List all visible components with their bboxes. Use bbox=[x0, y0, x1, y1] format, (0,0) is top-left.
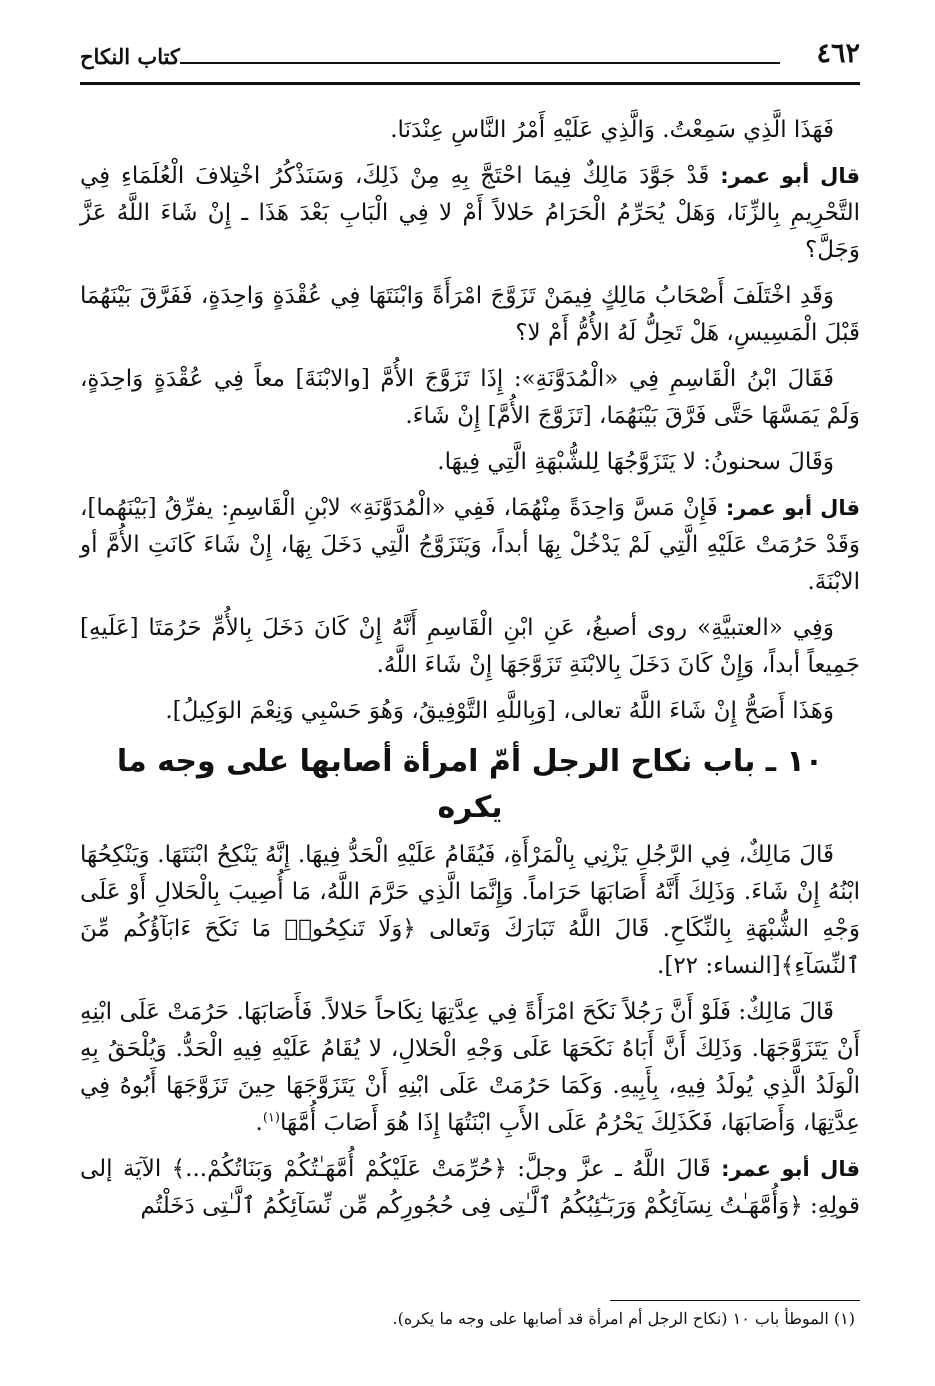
paragraph-text: فَإِنْ مَسَّ وَاحِدَةً مِنْهُمَا، فَفِي «الْمُدَوَّنَةِ» لابْنِ الْقَاسِمِ: يفرِّقُ [بَيْنَهُما]، وَقَدْ حَرُمَتْ عَلَيْهِ الَّتِي لَمْ يَدْخُلْ بِهَا أبداً، وَيَتَزَوَّجُ الَّتِي دَخَلَ بِهَا، إِنْ شَاءَ كَانَتِ الأُمَّ أو الابْنَةَ. bbox=[80, 495, 860, 595]
paragraph-text: قَدْ جَوَّدَ مَالِكٌ فِيمَا احْتَجَّ بِهِ مِنْ ذَلِكَ، وَسَنَذْكُرُ اخْتِلافَ الْعُلَمَاءِ فِي التَّحْرِيمِ بِالزِّنَا، وَهَلْ يُحَرِّمُ الْحَرَامُ حَلالاً أَمْ لا فِي الْبَابِ بَعْدَ هَذَا ـ إِنْ شَاءَ اللَّهُ عَزَّ وَجَلَّ؟ bbox=[80, 163, 860, 263]
footnote-ref: (١) bbox=[262, 1110, 280, 1126]
paragraph bbox=[80, 610, 860, 684]
running-title: كتاب النكاح bbox=[80, 44, 180, 69]
header-separator bbox=[80, 82, 860, 85]
paragraph-text: وَهَذَا أَصَحُّ إِنْ شَاءَ اللَّهُ تعالى، [وَبِاللَّهِ التَّوْفِيقُ، وَهُوَ حَسْبِي وَنِعْمَ الوَكِيلُ]. bbox=[165, 698, 834, 724]
paragraph bbox=[80, 837, 860, 985]
paragraph-text: وَفِي «العتبيَّةِ» روى أصبغُ، عَنِ ابْنِ الْقَاسِمِ أَنَّهُ إِنْ كَانَ دَخَلَ بِالأُمِّ حَرُمَتَا [عَلَيهِ] جَمِيعاً أبداً، وَإِنْ كَانَ دَخَلَ بِالابْنَةِ تَزَوَّجَهَا إِنْ شَاءَ اللَّهُ. bbox=[80, 615, 860, 678]
paragraph-text: فَهَذَا الَّذِي سَمِعْتُ. وَالَّذِي عَلَيْهِ أَمْرُ النَّاسِ عِنْدَنَا. bbox=[390, 117, 834, 143]
header-rule bbox=[180, 62, 780, 64]
paragraph-text: قَالَ مَالِكٌ: فَلَوْ أَنَّ رَجُلاً نَكَحَ امْرَأَةً فِي عِدَّتِهَا نِكَاحاً حَلالاً. فَأَصَابَهَا. حَرُمَتْ عَلَى ابْنِهِ أَنْ يَتَزَوَّجَهَا. وَذَلِكَ أَنَّ أَبَاهُ نَكَحَهَا عَلَى وَجْهِ الْحَلالِ، لا يُقَامُ عَلَيْهِ فِيهِ الْحَدُّ. وَيُلْحَقُ بِهِ الْوَلَدُ الَّذِي يُولَدُ فِيهِ، بِأَبِيهِ. وَكَمَا حَرُمَتْ عَلَى ابْنِهِ أَنْ يَتَزَوَّجَهَا حِينَ تَزَوَّجَهَا أَبُوهُ فِي عِدَّتِهَا، وَأَصَابَهَا، فَكَذَلِكَ يَحْرُمُ عَلَى الأَبِ ابْنَتُهَا إِذَا هُوَ أَصَابَ أُمَّهَا bbox=[80, 999, 860, 1136]
footnote: (١) الموطأ باب ١٠ (نكاح الرجل أم امرأة قد أصابها على وجه ما يكره). bbox=[392, 1309, 855, 1328]
paragraph bbox=[80, 278, 860, 352]
paragraph-text: فَقَالَ ابْنُ الْقَاسِمِ فِي «الْمُدَوَّنَةِ»: إِذَا تَزَوَّجَ الأُمَّ [والابْنَةَ] معاً فِي عُقْدَةٍ وَاحِدَةٍ، وَلَمْ يَمَسَّهَا حَتَّى فَرَّقَ بَيْنَهُمَا، [تَزَوَّجَ الأُمَّ] إِنْ شَاءَ. bbox=[80, 366, 860, 429]
paragraph bbox=[80, 158, 860, 269]
paragraph bbox=[80, 361, 860, 435]
paragraph bbox=[80, 444, 860, 481]
page-header bbox=[80, 38, 860, 86]
main-text bbox=[80, 112, 860, 1234]
footnote-separator bbox=[610, 1300, 860, 1301]
paragraph bbox=[80, 693, 860, 730]
paragraph-text: قَالَ اللَّهُ ـ عزَّ وجلَّ: ﴿حُرِّمَتْ عَلَيْكُمْ أُمَّهَـٰتُكُمْ وَبَنَاتُكُمْ...﴾ الآيَة إلى قولِهِ: ﴿وَأُمَّهَـٰتُ نِسَآئِكُمْ وَرَبَـٰٓئِبُكُمُ ٱلَّـٰتِى فِى حُجُورِكُم مِّن نِّسَآئِكُمُ ٱلَّـٰتِى دَخَلْتُم bbox=[80, 1156, 860, 1219]
speaker-label: قال أبو عمر: bbox=[721, 1157, 860, 1181]
speaker-label: قال أبو عمر: bbox=[725, 496, 861, 520]
speaker-label: قال أبو عمر: bbox=[720, 164, 860, 188]
footnotes bbox=[80, 1306, 855, 1332]
page-number: ٤٦٢ bbox=[816, 38, 860, 69]
paragraph-text: وَقَالَ سحنونُ: لا يَتَزَوَّجُهَا لِلشُّبْهَةِ الَّتِي فِيهَا. bbox=[437, 449, 834, 475]
paragraph bbox=[80, 490, 860, 601]
paragraph-text: وَقَدِ اخْتَلَفَ أَصْحَابُ مَالِكٍ فِيمَنْ تَزَوَّجَ امْرَأَةً وَابْنَتَهَا فِي عُقْدَةٍ وَاحِدَةٍ، فَفَرَّقَ بَيْنَهُمَا قَبْلَ الْمَسِيسِ، هَلْ تَحِلُّ لَهُ الأُمُّ أَمْ لا؟ bbox=[80, 283, 860, 346]
chapter-heading: ١٠ ـ باب نكاح الرجل أمّ امرأة أصابها على وجه ما يكره bbox=[116, 744, 824, 825]
paragraph bbox=[80, 1151, 860, 1225]
paragraph bbox=[80, 112, 860, 149]
paragraph-text: قَالَ مَالِكٌ، فِي الرَّجُلِ يَزْنِي بِالْمَرْأَةِ، فَيُقَامُ عَلَيْهِ الْحَدُّ فِيهَا. إِنَّهُ يَنْكِحُ ابْنَتَهَا. وَيَنْكِحُهَا ابْنُهُ إِنْ شَاءَ. وَذَلِكَ أَنَّهُ أَصَابَهَا حَرَاماً. وَإِنَّمَا الَّذِي حَرَّمَ اللَّهُ، مَا أُصِيبَ بِالْحَلالِ أَوْ عَلَى وَجْهِ الشُّبْهَةِ بِالنِّكَاحِ. قَالَ اللَّهُ تَبَارَكَ وَتَعالى ﴿وَلَا تَنكِحُوا۟ مَا نَكَحَ ءَابَآؤُكُم مِّنَ ٱلنِّسَآءِ﴾[النساء: ٢٢]. bbox=[80, 842, 860, 979]
paragraph-tail: . bbox=[255, 1110, 263, 1136]
paragraph bbox=[80, 994, 860, 1142]
